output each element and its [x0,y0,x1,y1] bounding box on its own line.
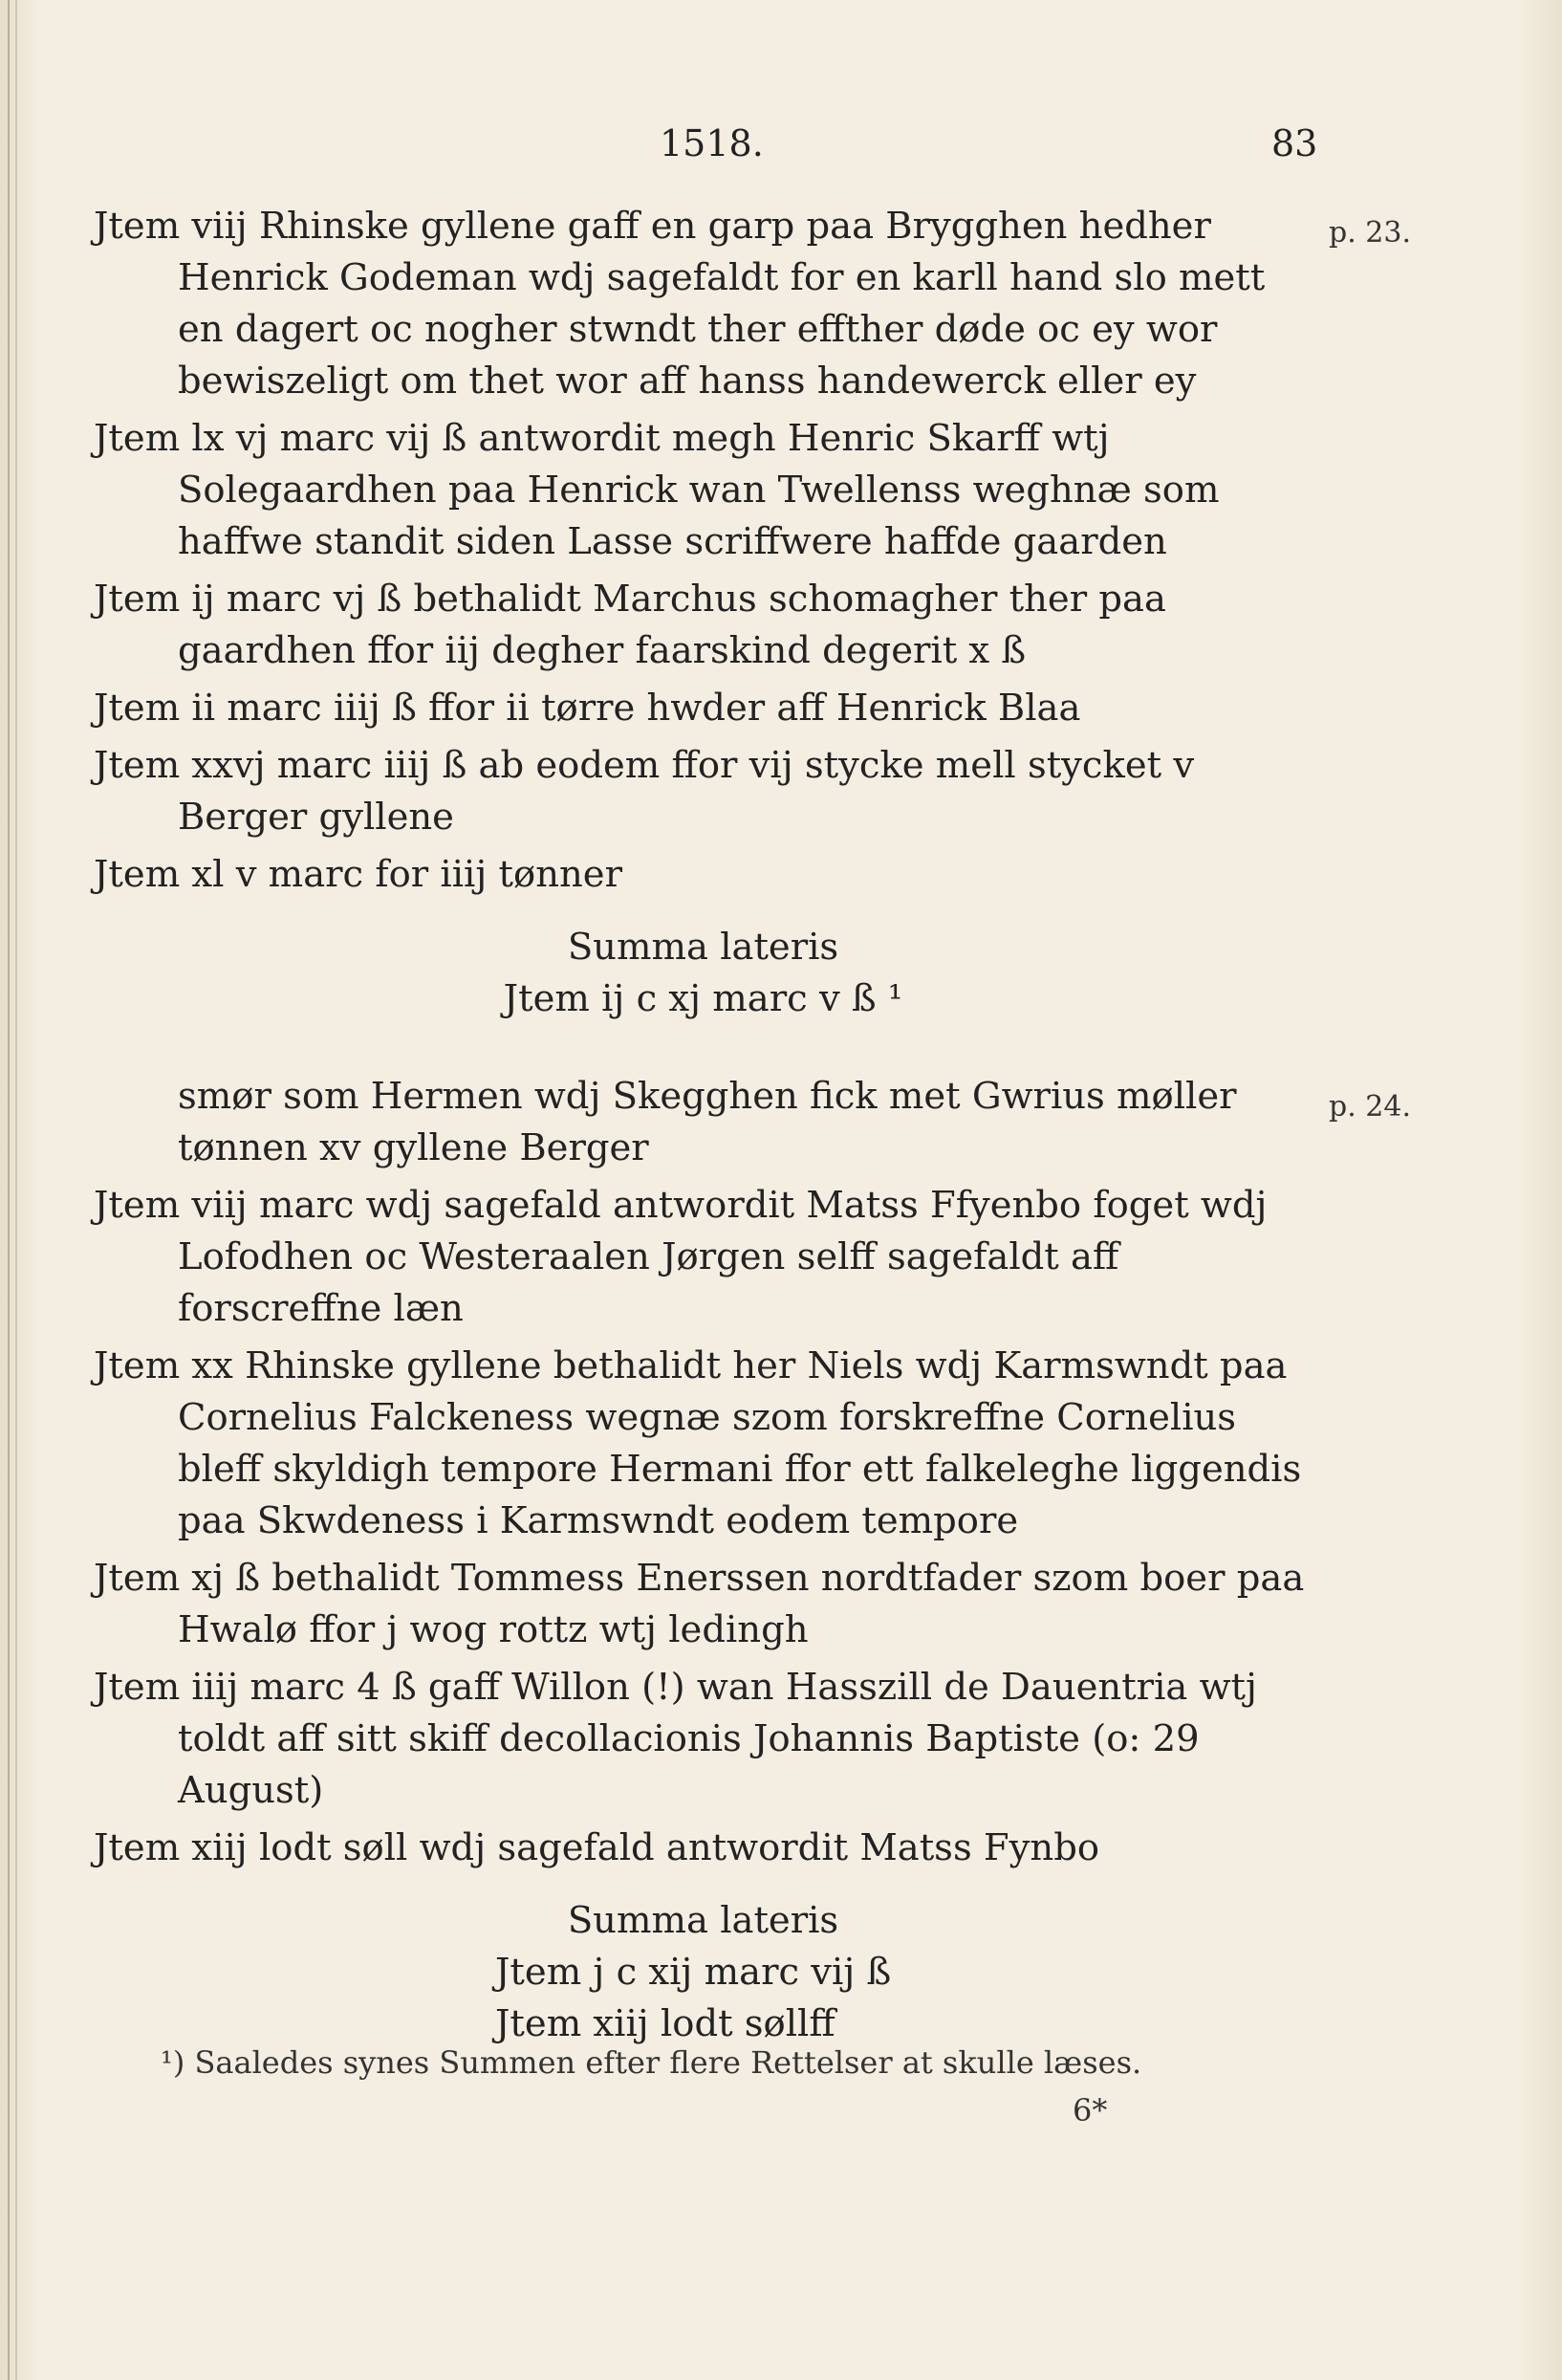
summa-title: Summa lateris [567,926,839,969]
summa-value: Jtem xiij lodt søllff [495,2002,835,2045]
ledger-entry: Jtem iiij marc 4 ß gaff Willon (!) wan Hasszill de Dauentria wtj toldt aff sitt skiff decollacionis Johannis Baptiste (o: 29 August) [94,1666,1257,1812]
ledger-entry: Jtem ij marc vj ß bethalidt Marchus schomagher ther paa gaardhen ffor iij degher faarskind degerit x ß [94,578,1166,672]
header-page-number: 83 [1271,122,1318,164]
ledger-entry: Jtem ii marc iiij ß ffor ii tørre hwder aff Henrick Blaa [94,687,1081,730]
ledger-entry: Jtem xxvj marc iiij ß ab eodem ffor vij stycke mell stycket v Berger gyllene [94,744,1195,839]
summa-title: Summa lateris [567,1899,839,1942]
header-year: 1518. [660,122,764,164]
summa-value: Jtem j c xij marc vij ß [495,1951,892,1994]
page-edge-line [8,0,10,2380]
ledger-entry: Jtem viij Rhinske gyllene gaff en garp paa Brygghen hedher Henrick Godeman wdj sagefaldt for en karll hand slo mett en dagert oc nogher stwndt ther effther døde oc ey wor bewiszeligt om thet wor aff hanss handewerck eller ey [94,205,1266,403]
margin-note-p23: p. 23. [1329,216,1411,250]
ledger-entry: Jtem xiij lodt søll wdj sagefald antwordit Matss Fynbo [94,1826,1100,1869]
summa-value: Jtem ij c xj marc v ß ¹ [503,977,903,1020]
page-body [94,201,1313,2050]
ledger-entry: Jtem xl v marc for iiij tønner [94,853,622,896]
section-1 [94,201,1313,1025]
footnote: ¹) Saaledes synes Summen efter flere Rettelser at skulle læses. [161,2044,1142,2081]
ledger-entry: Jtem viij marc wdj sagefald antwordit Matss Ffyenbo foget wdj Lofodhen oc Westeraalen Jørgen selff sagefaldt aff forscreffne læn [94,1184,1268,1330]
margin-note-p24: p. 24. [1329,1090,1411,1124]
signature-mark: 6* [1073,2092,1108,2129]
ledger-entry: Jtem xx Rhinske gyllene bethalidt her Niels wdj Karmswndt paa Cornelius Falckeness wegnæ szom forskreffne Cornelius bleff skyldigh tempore Hermani ffor ett falkeleghe liggendis paa Skwdeness i Karmswndt eodem tempore [94,1344,1302,1542]
ledger-entry: Jtem xj ß bethalidt Tommess Enerssen nordtfader szom boer paa Hwalø ffor j wog rottz wtj ledingh [94,1557,1305,1651]
section-intro: smør som Hermen wdj Skegghen fick met Gwrius møller tønnen xv gyllene Berger [178,1075,1237,1169]
section-2 [94,1071,1313,2050]
page-edge-line [15,0,17,2380]
page-header [0,122,1562,170]
ledger-entry: Jtem lx vj marc vij ß antwordit megh Henric Skarff wtj Solegaardhen paa Henrick wan Twellenss weghnæ som haffwe standit siden Lasse scriffwere haffde gaarden [94,417,1220,563]
section-gap [94,1025,1313,1071]
